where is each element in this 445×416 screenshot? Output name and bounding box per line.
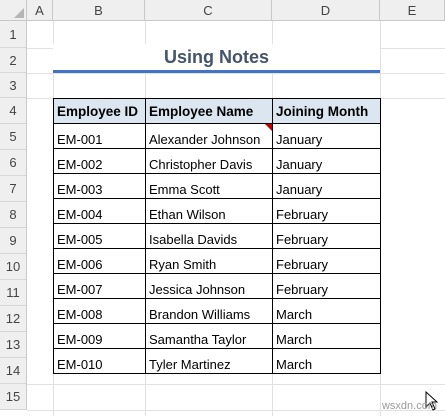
joining-month-cell[interactable]: January	[273, 124, 381, 149]
table-row	[54, 349, 381, 374]
select-all-icon	[14, 8, 24, 18]
gridline	[27, 73, 445, 74]
row-header-6[interactable]: 6	[0, 150, 27, 176]
employee-id-cell[interactable]: EM-010	[54, 349, 146, 374]
joining-month-cell[interactable]: January	[273, 149, 381, 174]
employee-name-cell[interactable]	[146, 124, 273, 149]
note-indicator-icon[interactable]	[265, 124, 272, 131]
employee-id-cell[interactable]: EM-005	[54, 224, 146, 249]
table-row	[54, 124, 381, 149]
table-row	[54, 199, 381, 224]
employee-id-cell[interactable]: EM-008	[54, 299, 146, 324]
title-underline	[53, 70, 380, 73]
joining-month-cell[interactable]: March	[273, 324, 381, 349]
table-row	[54, 224, 381, 249]
joining-month-cell[interactable]: February	[273, 249, 381, 274]
table-row	[54, 174, 381, 199]
row-header-15[interactable]: 15	[0, 384, 27, 410]
joining-month-cell[interactable]: March	[273, 349, 381, 374]
employee-name-cell[interactable]: Jessica Johnson	[146, 274, 273, 299]
column-header-e[interactable]: E	[380, 0, 445, 21]
row-header-7[interactable]: 7	[0, 176, 27, 202]
employee-id-cell[interactable]: EM-003	[54, 174, 146, 199]
row-header-1[interactable]: 1	[0, 21, 27, 48]
employee-id-cell[interactable]: EM-006	[54, 249, 146, 274]
employee-name-cell[interactable]: Emma Scott	[146, 174, 273, 199]
column-header-c[interactable]: C	[145, 0, 272, 21]
column-header-b[interactable]: B	[53, 0, 145, 21]
employee-id-cell[interactable]: EM-009	[54, 324, 146, 349]
sheet-title[interactable]: Using Notes	[53, 44, 380, 70]
column-header-d[interactable]: D	[272, 0, 380, 21]
table-row	[54, 274, 381, 299]
row-header-8[interactable]: 8	[0, 202, 27, 228]
joining-month-cell[interactable]: February	[273, 199, 381, 224]
employee-id-cell[interactable]: EM-007	[54, 274, 146, 299]
employee-id-cell[interactable]: EM-002	[54, 149, 146, 174]
employee-name-text: Alexander Johnson	[149, 132, 261, 147]
employee-table	[53, 98, 381, 374]
employee-name-cell[interactable]: Tyler Martinez	[146, 349, 273, 374]
row-header-5[interactable]: 5	[0, 124, 27, 150]
joining-month-cell[interactable]: January	[273, 174, 381, 199]
row-header-11[interactable]: 11	[0, 280, 27, 306]
row-header-14[interactable]: 14	[0, 358, 27, 384]
employee-id-cell[interactable]: EM-001	[54, 124, 146, 149]
employee-name-cell[interactable]: Brandon Williams	[146, 299, 273, 324]
header-employee-name[interactable]: Employee Name	[146, 99, 273, 124]
row-header-9[interactable]: 9	[0, 228, 27, 254]
row-header-2[interactable]: 2	[0, 48, 27, 73]
joining-month-cell[interactable]: February	[273, 274, 381, 299]
header-employee-id[interactable]: Employee ID	[54, 99, 146, 124]
employee-name-cell[interactable]: Samantha Taylor	[146, 324, 273, 349]
column-header-a[interactable]: A	[27, 0, 53, 21]
row-header-12[interactable]: 12	[0, 306, 27, 332]
employee-name-cell[interactable]: Isabella Davids	[146, 224, 273, 249]
row-header-13[interactable]: 13	[0, 332, 27, 358]
table-row	[54, 299, 381, 324]
table-header-row	[54, 99, 381, 124]
gridline	[27, 384, 445, 385]
joining-month-cell[interactable]: February	[273, 224, 381, 249]
row-header-10[interactable]: 10	[0, 254, 27, 280]
table-row	[54, 149, 381, 174]
employee-name-cell[interactable]: Christopher Davis	[146, 149, 273, 174]
table-row	[54, 249, 381, 274]
table-row	[54, 324, 381, 349]
row-header-4[interactable]: 4	[0, 98, 27, 124]
joining-month-cell[interactable]: March	[273, 299, 381, 324]
employee-id-cell[interactable]: EM-004	[54, 199, 146, 224]
watermark: wsxdn.com	[381, 400, 437, 412]
select-all-button[interactable]	[0, 0, 27, 21]
header-joining-month[interactable]: Joining Month	[273, 99, 381, 124]
employee-name-cell[interactable]: Ethan Wilson	[146, 199, 273, 224]
row-header-3[interactable]: 3	[0, 73, 27, 98]
employee-name-cell[interactable]: Ryan Smith	[146, 249, 273, 274]
